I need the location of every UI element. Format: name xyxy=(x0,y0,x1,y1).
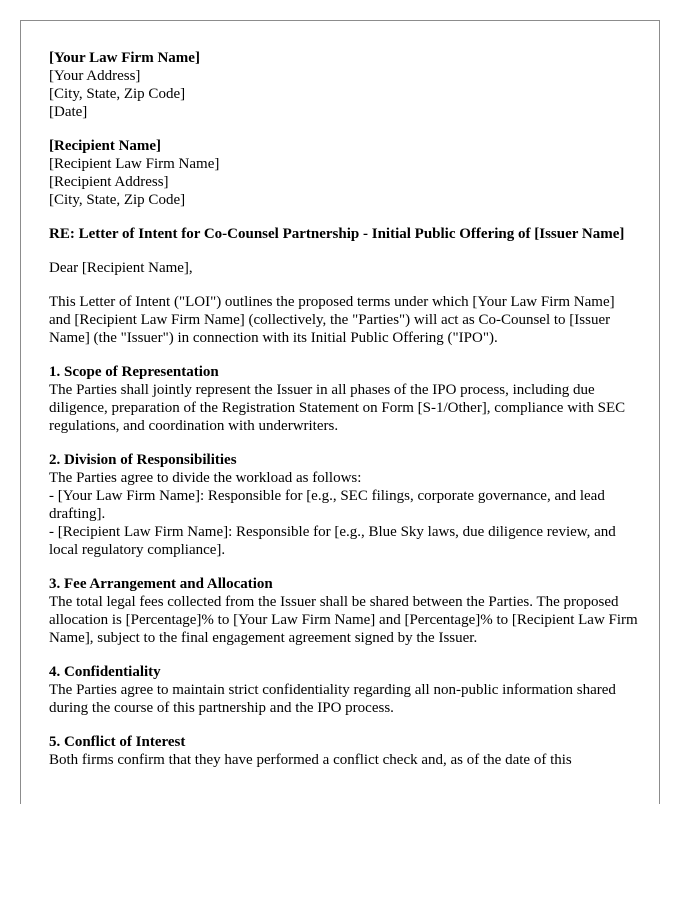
recipient-address: [Recipient Address] xyxy=(49,174,169,190)
recipient-name: [Recipient Name] xyxy=(49,138,162,154)
section-division xyxy=(49,451,639,559)
recipient-firm-name: [Recipient Law Firm Name] xyxy=(49,156,220,172)
section-heading: 2. Division of Responsibilities xyxy=(49,452,237,468)
recipient-block xyxy=(49,137,639,209)
section-fees xyxy=(49,575,639,647)
section-text: The Parties agree to maintain strict confidentiality regarding all non-public information shared during the course of this partnership and the IPO process. xyxy=(49,682,616,716)
subject-line: RE: Letter of Intent for Co-Counsel Partnership - Initial Public Offering of [Issuer Name] xyxy=(49,226,625,242)
letter-date: [Date] xyxy=(49,104,88,120)
sender-block xyxy=(49,49,639,121)
section-conflict xyxy=(49,733,639,769)
section-scope xyxy=(49,363,639,435)
list-item: - [Recipient Law Firm Name]: Responsible for [e.g., Blue Sky laws, due diligence review, and local regulatory compliance]. xyxy=(49,524,616,558)
section-heading: 1. Scope of Representation xyxy=(49,364,219,380)
letter-page xyxy=(20,20,660,804)
sender-city-state-zip: [City, State, Zip Code] xyxy=(49,86,186,102)
section-heading: 5. Conflict of Interest xyxy=(49,734,186,750)
section-confidentiality xyxy=(49,663,639,717)
salutation: Dear [Recipient Name], xyxy=(49,260,193,276)
section-text: Both firms confirm that they have performed a conflict check and, as of the date of this xyxy=(49,752,572,768)
letter-content xyxy=(49,49,639,785)
section-heading: 4. Confidentiality xyxy=(49,664,161,680)
section-heading: 3. Fee Arrangement and Allocation xyxy=(49,576,273,592)
section-text: The Parties shall jointly represent the Issuer in all phases of the IPO process, including due diligence, preparation of the Registration Statement on Form [S-1/Other], compliance with SEC regulations, and coordination with underwriters. xyxy=(49,382,626,434)
section-text: The total legal fees collected from the Issuer shall be shared between the Parties. The proposed allocation is [Percentage]% to [Your Law Firm Name] and [Percentage]% to [Recipient Law Firm Name], subject to the final engagement agreement signed by the Issuer. xyxy=(49,594,638,646)
sender-firm-name: [Your Law Firm Name] xyxy=(49,50,200,66)
sender-address: [Your Address] xyxy=(49,68,141,84)
intro-paragraph: This Letter of Intent ("LOI") outlines the proposed terms under which [Your Law Firm Name] and [Recipient Law Firm Name] (collectively, the "Parties") will act as Co-Counsel to [Issuer Name] (the "Issuer") in connection with its Initial Public Offering ("IPO"). xyxy=(49,294,615,346)
section-text: The Parties agree to divide the workload as follows: xyxy=(49,470,362,486)
list-item: - [Your Law Firm Name]: Responsible for [e.g., SEC filings, corporate governance, and lead drafting]. xyxy=(49,488,605,522)
recipient-city-state-zip: [City, State, Zip Code] xyxy=(49,192,186,208)
